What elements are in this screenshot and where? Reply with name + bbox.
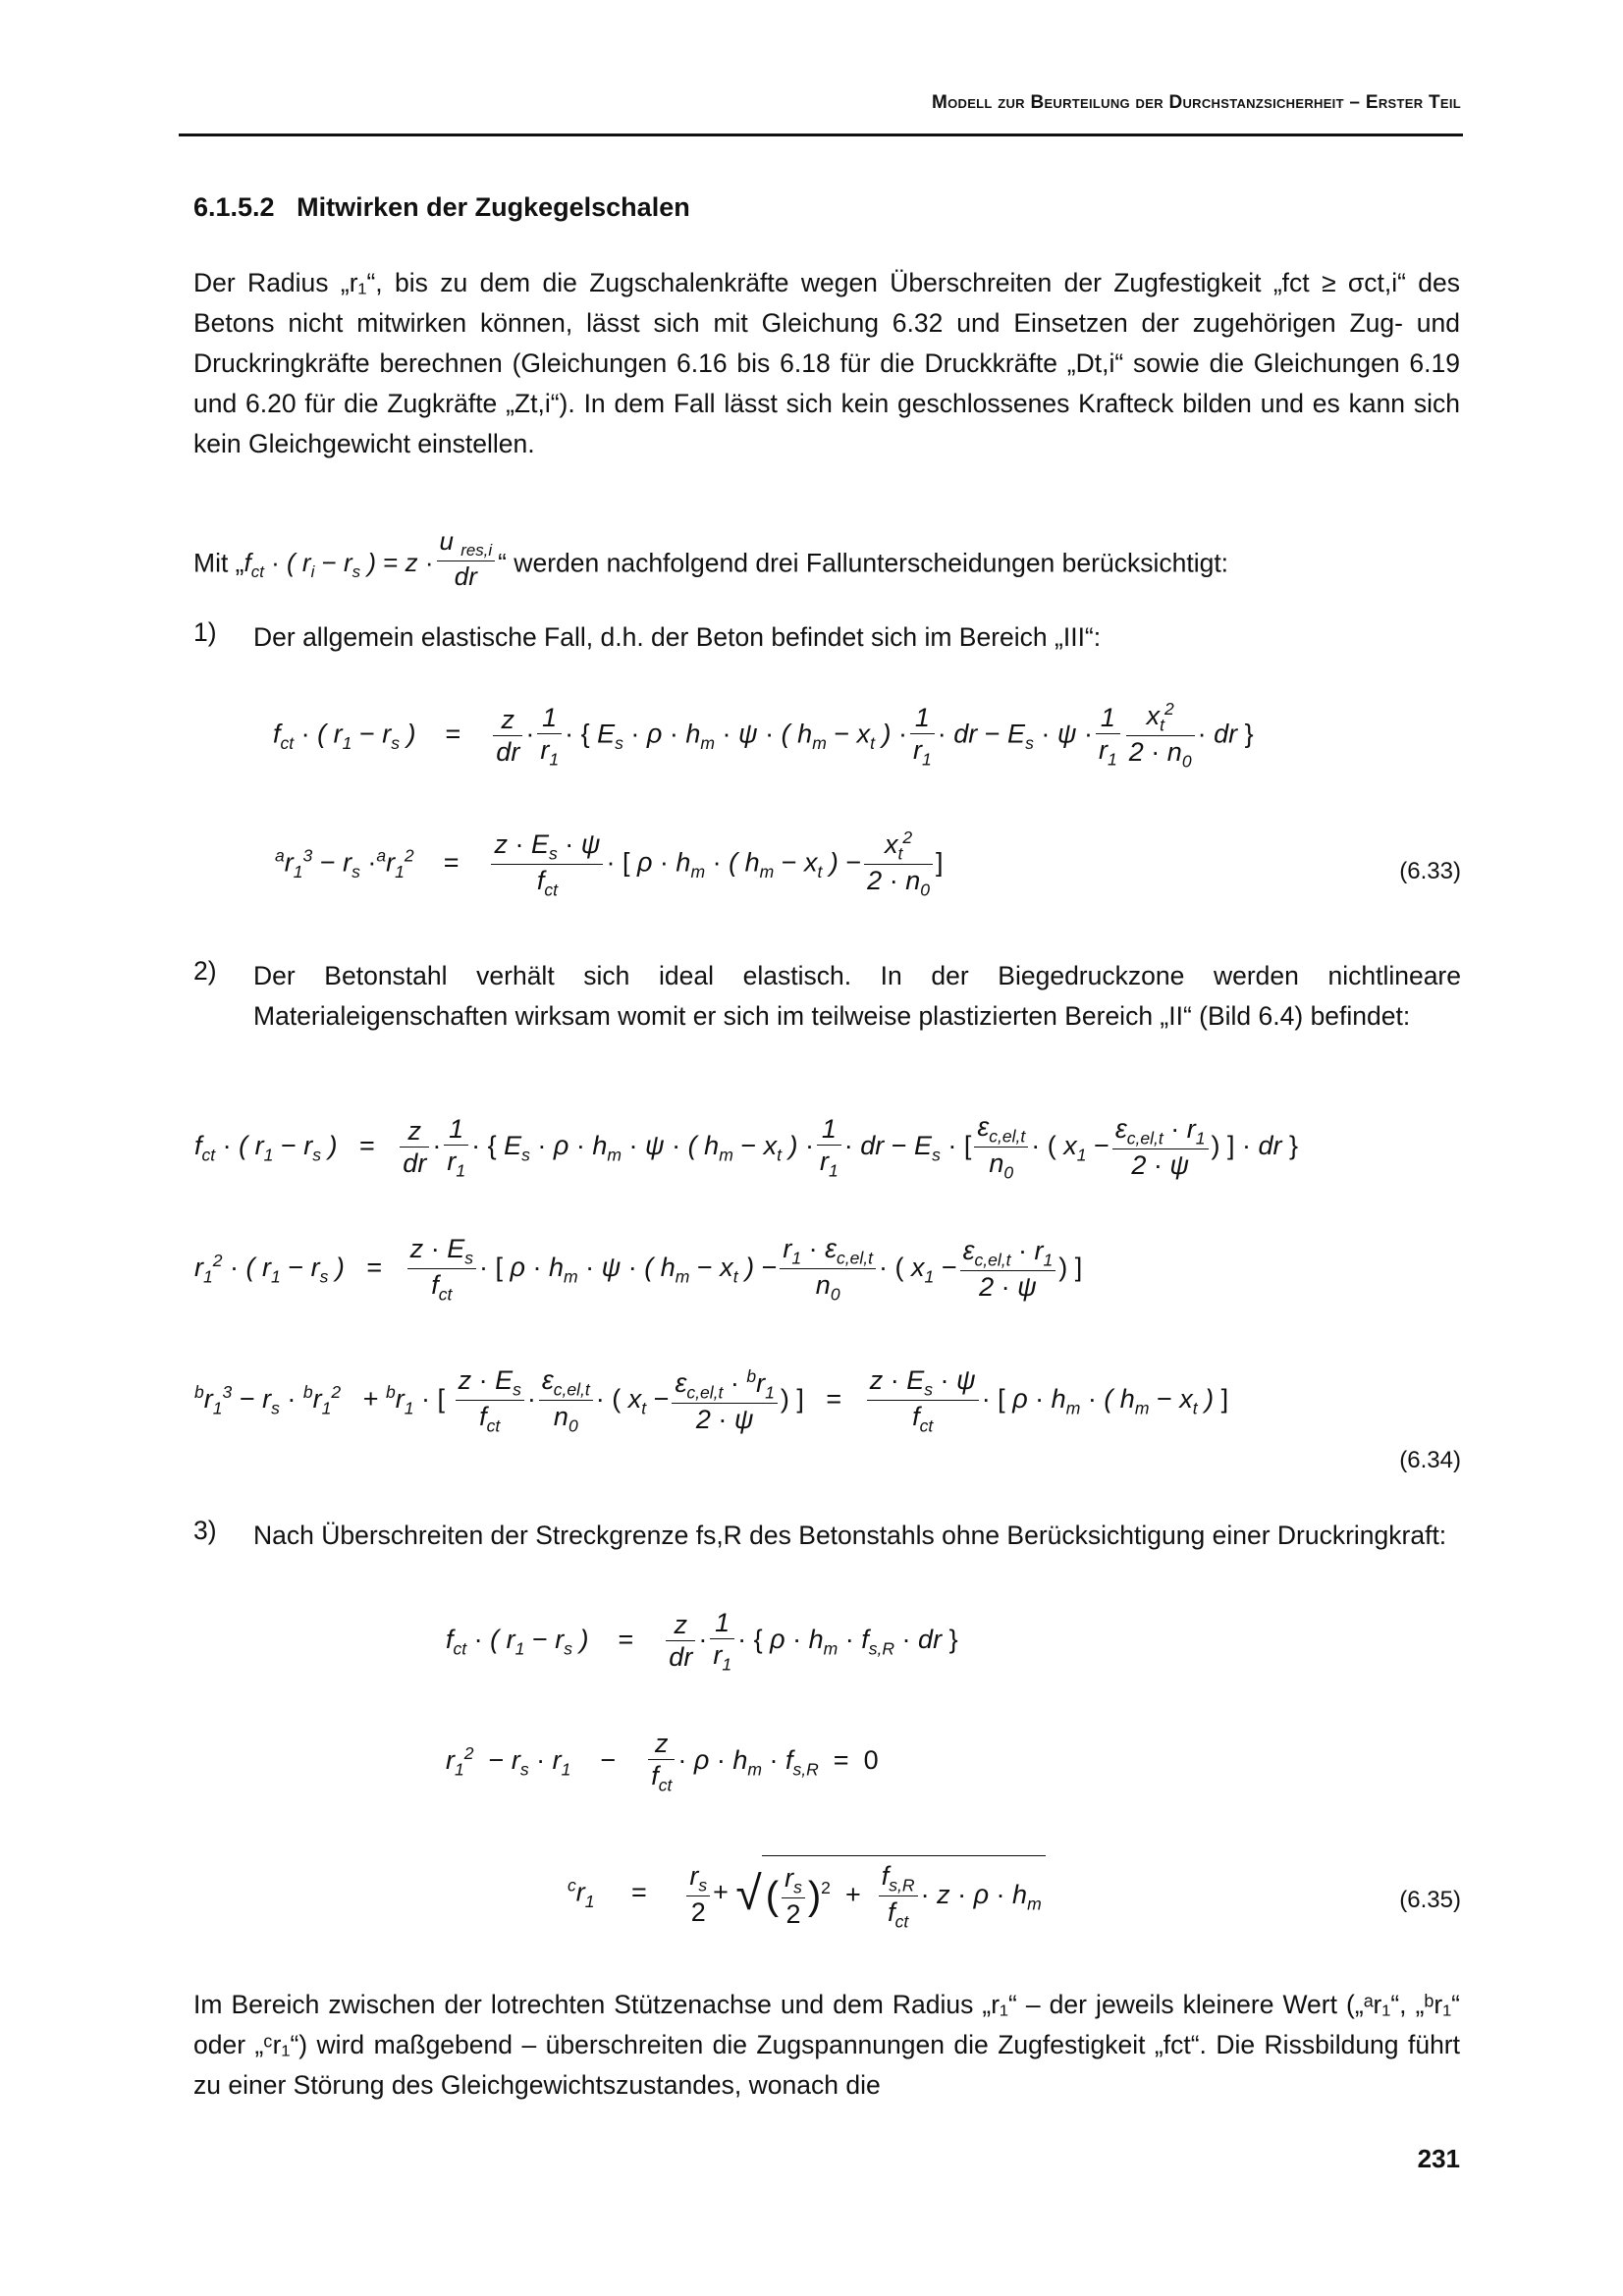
header-rule xyxy=(179,133,1463,136)
section-number: 6.1.5.2 xyxy=(193,192,275,222)
equation-case1-a: $f_{ct}$ · ( $r_1 - r_s$ ) = $\frac{z}{dr}$ · $\frac{1}{r_1}$ · { $E_s \cdot \rho \cdot h_m \cdot \psi$ · ( $h_m - x_t$ ) · $\frac{1}{r_1}$ · dr − $E_s \cdot \psi$ · $\frac{1}{r_1}$ $\frac{x_t^2}{2 \cdot n_0}$ · dr } xyxy=(273,699,1254,772)
mit-prefix: Mit „ xyxy=(193,548,244,578)
equation-case2-b: $r_1^2$ · ( $r_1 - r_s$ ) = $\frac{z \cdot E_s}{f_{ct}}$ · [ $\rho \cdot h_m \cdot \psi$ · ( $h_m - x_t$ ) − $\frac{r_1 \cdot \varepsilon_{c,el,t}}{n_0}$ · ( $x_1$ − $\frac{\varepsilon_{c,el,t} \cdot r_1}{2 \cdot \psi}$ ) ] xyxy=(194,1234,1083,1305)
equation-number-6-34: (6.34) xyxy=(1399,1447,1461,1473)
page-number: 231 xyxy=(1417,2144,1460,2173)
paragraph-final: Im Bereich zwischen der lotrechten Stützenachse und dem Radius „r₁“ – der jeweils kleinere Wert („ᵃr₁“, „ᵇr₁“ oder „ᶜr₁“) wird maßgebend – überschreiten die Zugspannungen die Zugfestigkeit „fct“. Die Rissbildung führt zu einer Störung des Gleichgewichtszustandes, wonach die xyxy=(193,1990,1460,2100)
equation-case3-b: $r_1^2 - r_s \cdot r_1$ − $\frac{z}{f_{ct}}$ · $\rho \cdot h_m \cdot f_{s,R} = 0$ xyxy=(446,1729,879,1795)
item-2-text: Der Betonstahl verhält sich ideal elastisch. In der Biegedruckzone werden nichtlineare Materialeigenschaften wirksam womit er sich im teilweise plastizierten Bereich „II“ (Bild 6.4) befindet: xyxy=(253,961,1461,1031)
mit-suffix: “ werden nachfolgend drei Fallunterscheidungen berücksichtigt: xyxy=(498,548,1229,578)
item-3-text: Nach Überschreiten der Streckgrenze fs,R des Betonstahls ohne Berücksichtigung einer Druckringkraft: xyxy=(253,1521,1447,1550)
item-1-number: 1) xyxy=(193,617,217,647)
equation-number-6-33: (6.33) xyxy=(1399,858,1461,884)
section-heading xyxy=(193,192,690,223)
equation-case2-c: $^br_1^3 - r_s \cdot ^br_1^2$ + $^br_1$ · [ $\frac{z \cdot E_s}{f_{ct}}$ · $\frac{\varepsilon_{c,el,t}}{n_0}$ · ( $x_t$ − $\frac{\varepsilon_{c,el,t} \cdot ^br_1}{2 \cdot \psi}$ ) ] = $\frac{z \cdot E_s \cdot \psi}{f_{ct}}$ · [ $\rho \cdot h_m$ · ( $h_m - x_t$ ) ] xyxy=(194,1365,1229,1436)
item-2-number: 2) xyxy=(193,956,217,986)
equation-case3-c: $^cr_1$ = $\frac{r_s}{2}$ + √ ( $\frac{r_s}{2}$ )$^2$ + $\frac{f_{s,R}}{f_{ct}}$ · $z \cdot \rho \cdot h_m$ xyxy=(568,1855,1046,1933)
paragraph-mit xyxy=(193,526,1460,593)
inline-formula-fct: $f_{ct}$ · ( $r_i - r_s$ ) = z · $\frac{u _{res,i}}{dr}$ xyxy=(244,548,499,577)
equation-case2-a: $f_{ct}$ · ( $r_1 - r_s$ ) = $\frac{z}{dr}$ · $\frac{1}{r_1}$ · { $E_s \cdot \rho \cdot h_m \cdot \psi$ · ( $h_m - x_t$ ) · $\frac{1}{r_1}$ · dr − $E_s$ · [ $\frac{\varepsilon_{c,el,t}}{n_0}$ · ( $x_1$ − $\frac{\varepsilon_{c,el,t} \cdot r_1}{2 \cdot \psi}$ ) ] · dr } xyxy=(194,1112,1299,1183)
equation-number-6-35: (6.35) xyxy=(1399,1887,1461,1913)
section-title: Mitwirken der Zugkegelschalen xyxy=(297,192,690,222)
equation-case3-a: $f_{ct}$ · ( $r_1 - r_s$ ) = $\frac{z}{dr}$ · $\frac{1}{r_1}$ · { $\rho \cdot h_m \cdot f_{s,R}$ · dr } xyxy=(446,1608,958,1675)
equation-case1-b: $^ar_1^3 - r_s \cdot^ar_1^2$ = $\frac{z \cdot E_s \cdot \psi}{f_{ct}}$ · [ $\rho \cdot h_m$ · ( $h_m - x_t$ ) − $\frac{x_t^2}{2 \cdot n_0}$ ] xyxy=(275,828,944,900)
running-title: Modell zur Beurteilung der Durchstanzsicherheit – Erster Teil xyxy=(931,92,1461,113)
item-1-text: Der allgemein elastische Fall, d.h. der Beton befindet sich im Bereich „III“: xyxy=(253,622,1102,652)
paragraph-intro: Der Radius „r₁“, bis zu dem die Zugschalenkräfte wegen Überschreiten der Zugfestigkeit „fct ≥ σct,i“ des Betons nicht mitwirken können, lässt sich mit Gleichung 6.32 und Einsetzen der zugehörigen Zug- und Druckringkräfte berechnen (Gleichungen 6.16 bis 6.18 für die Druckkräfte „Dt,i“ sowie die Gleichungen 6.19 und 6.20 für die Zugkräfte „Zt,i“). In dem Fall lässt sich kein geschlossenes Krafteck bilden und es kann sich kein Gleichgewicht einstellen. xyxy=(193,268,1460,458)
item-3-number: 3) xyxy=(193,1516,217,1545)
running-header xyxy=(179,92,1461,114)
